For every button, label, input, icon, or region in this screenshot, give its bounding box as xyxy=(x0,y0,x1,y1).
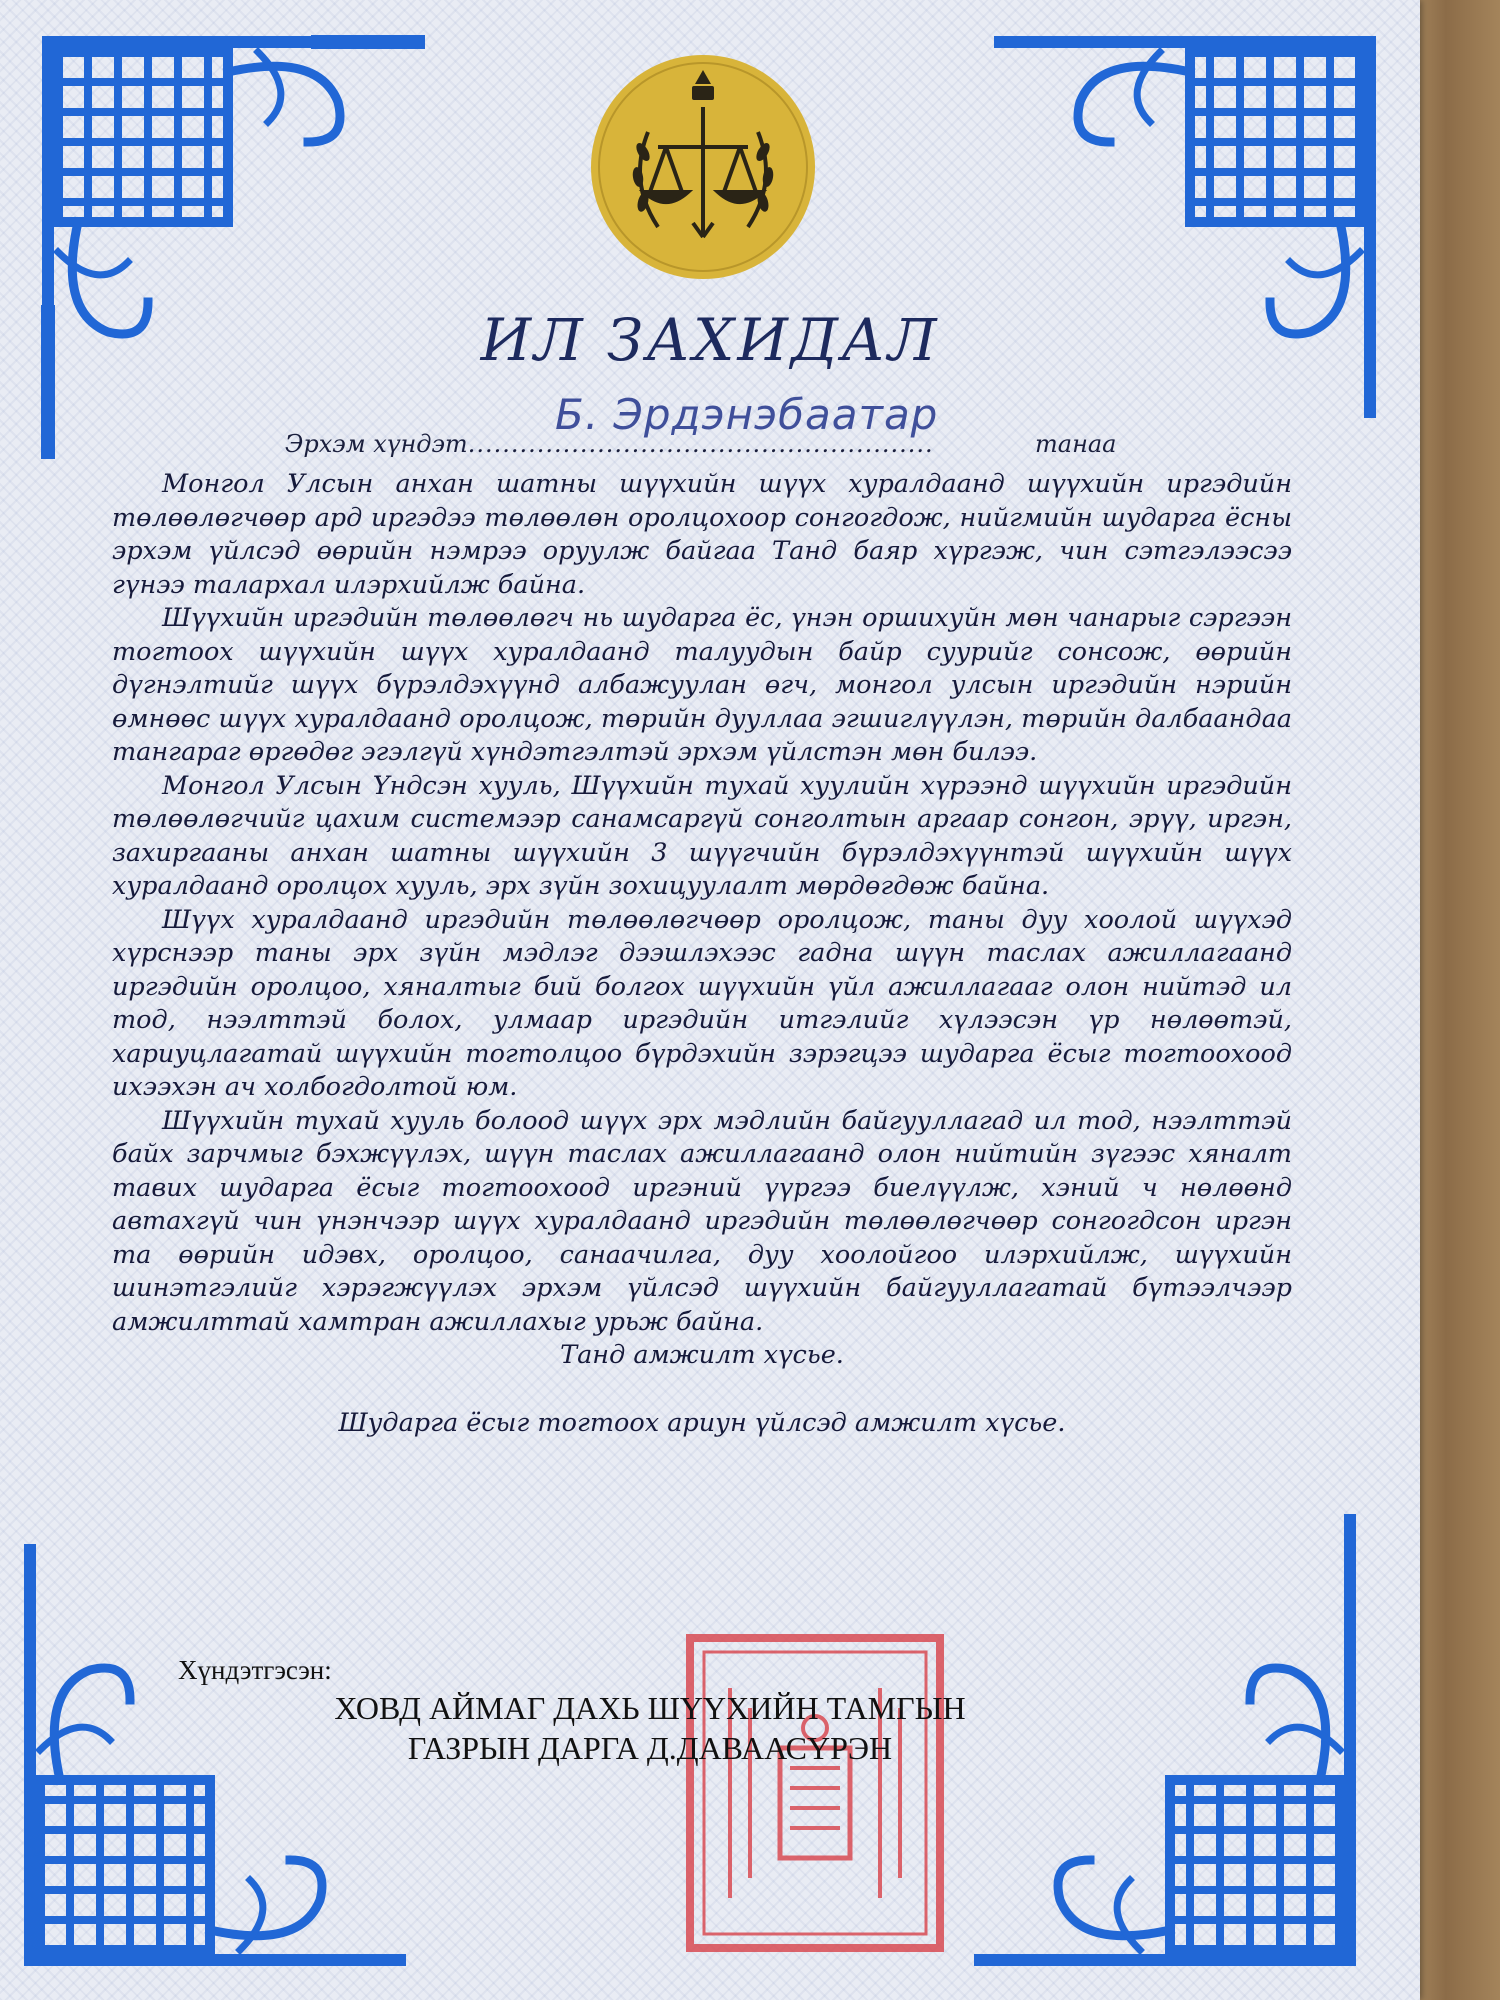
closing-line: Танд амжилт хүсье. xyxy=(560,1340,844,1370)
paragraph-1: Монгол Улсын анхан шатны шүүхийн шүүх хуралдаанд шүүхийн иргэдийн төлөөлөгчөөр ард иргэдээ төлөөлөн оролцохоор сонгогдож, нийгмийн шударга ёсны эрхэм үйлсэд өөрийн нэмрээ оруулж байгаа Танд баяр хүргэж, чин сэтгэлээсээ гүнээ талархал илэрхийлж байна. xyxy=(112,469,1292,600)
paragraph-2: Шүүхийн иргэдийн төлөөлөгч нь шударга ёс, үнэн оршихуйн мөн чанарыг сэргээн тогтоох шүүхийн шүүх хуралдаанд талуудын байр суурийг сонсож, өөрийн дүгнэлтийг шүүх бүрэлдэхүүнд албажуулан өгч, монгол улсын иргэдийн нэрийн өмнөөс шүүх хуралдаанд оролцож, төрийн дууллаа эгшиглүүлэн, төрийн далбаандаа тангараг өргөдөг эгэлгүй хүндэтгэлтэй эрхэм үйлстэн мөн билээ. xyxy=(112,603,1292,767)
letter-body xyxy=(112,468,1292,1440)
salutation-suffix: танаа xyxy=(1035,430,1117,458)
signature-block xyxy=(230,1688,1070,1768)
recipient-handwritten-name: Б. Эрдэнэбаатар xyxy=(555,390,939,439)
paragraph-4: Шүүх хуралдаанд иргэдийн төлөөлөгчөөр оролцож, таны дуу хоолой шүүхэд хүрснээр таны эрх зүйн мэдлэг дээшлэхээс гадна шүүн таслах ажиллагаанд иргэдийн оролцоо, хяналтыг бий болгох шүүхийн үйл ажиллагааг олон нийтэд ил тод, нээлттэй болох, улмаар иргэдийн итгэлийг хүлээсэн үр нөлөөтэй, хариуцлагатай шүүхийн тогтолцоо бүрдэхийн зэрэгцээ шударга ёсыг тогтоохоод ихээхэн ач холбогдолтой юм. xyxy=(112,904,1292,1102)
corner-ornament-top-left-icon xyxy=(18,12,438,472)
salutation-line xyxy=(285,390,1117,458)
letter-title: ИЛ ЗАХИДАЛ xyxy=(480,306,940,374)
salutation-prefix: Эрхэм хүндэт xyxy=(285,430,468,458)
paragraph-3: Монгол Улсын Үндсэн хууль, Шүүхийн тухай хуулийн хүрээнд шүүхийн иргэдийн төлөөлөгчийг цахим системээр санамсаргүй сонголтын аргаар сонгон, эрүү, иргэн, захиргааны анхан шатны шүүхийн 3 шүүгчийн бүрэлдэхүүнтэй шүүхийн шүүх хуралдаанд оролцох хууль, эрх зүйн зохицуулалт мөрдөгдөж байна. xyxy=(112,770,1292,901)
salutation-dots: ...................................................... xyxy=(467,430,934,458)
scales-of-justice-emblem-icon xyxy=(588,52,818,286)
wish-line: Шударга ёсыг тогтоох ариун үйлсэд амжилт хүсье. xyxy=(338,1407,1066,1438)
signature-label: Хүндэтгэсэн: xyxy=(178,1655,332,1685)
signature-line-1: ХОВД АЙМАГ ДАХЬ ШҮҮХИЙН ТАМГЫН xyxy=(334,1690,966,1726)
signature-line-2: ГАЗРЫН ДАРГА Д.ДАВААСҮРЭН xyxy=(407,1730,893,1766)
table-surface xyxy=(1410,0,1500,2000)
official-seal-stamp-icon xyxy=(680,1628,950,1962)
paragraph-5: Шүүхийн тухай хууль болоод шүүх эрх мэдлийн байгууллагад ил тод, нээлттэй байх зарчмыг бэхжүүлэх, шүүн таслах ажиллагаанд олон нийтийн зүгээс хяналт тавих шударга ёсыг тогтоохоод иргэний үүргээ биелүүлж, хэний ч нөлөөнд автахгүй чин үнэнчээр шүүх хуралдаанд иргэдийн төлөөлөгчөөр сонгогдсон иргэн та өөрийн идэвх, оролцоо, санаачилга, дуу хоолойгоо илэрхийлж, шүүхийн шинэтгэлийг хэрэгжүүлэх эрхэм үйлсэд шүүхийн байгууллагатай бүтээлчээр амжилттай хамтран ажиллахыг урьж байна. xyxy=(112,1105,1292,1337)
